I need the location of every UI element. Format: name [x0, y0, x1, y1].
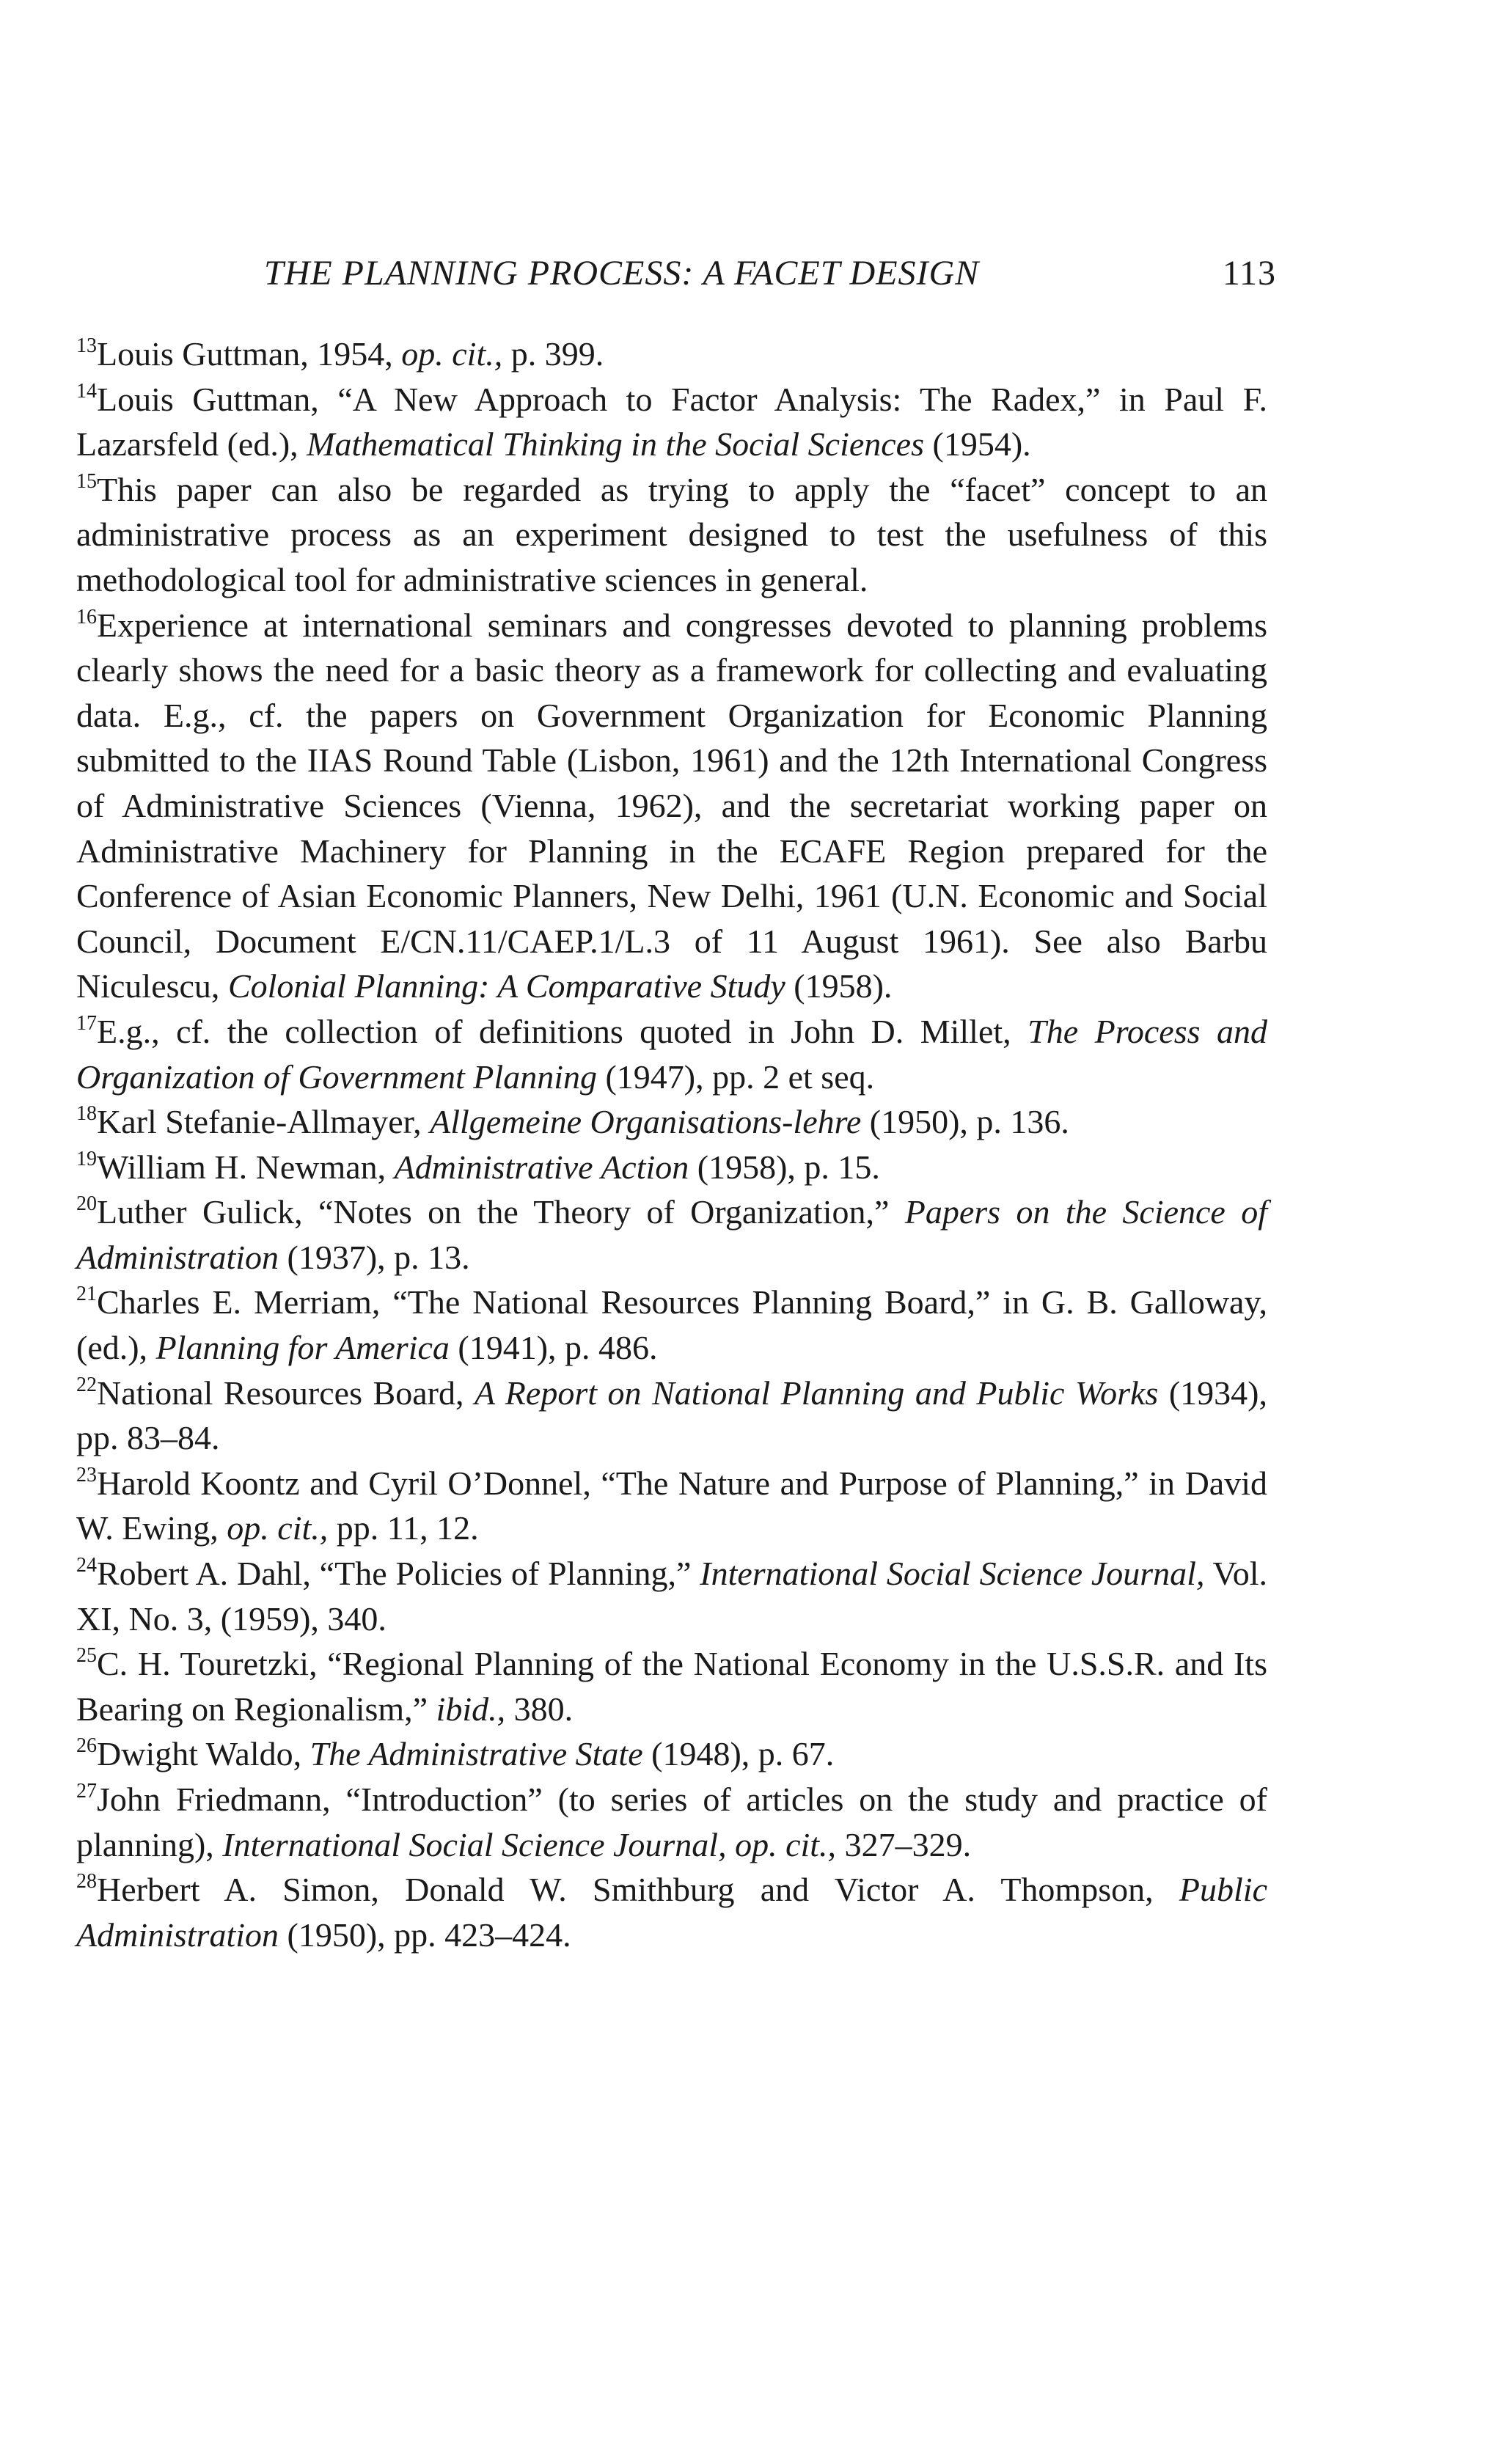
running-title: THE PLANNING PROCESS: A FACET DESIGN [264, 254, 980, 293]
footnote-number: 13 [76, 334, 97, 357]
footnote-italic-title: International Social Science Journal, [700, 1555, 1205, 1593]
footnote-text: Louis Guttman, “A New Approach to Factor Analysis: The Radex,” in Paul F. Lazarsfeld (ed.), [76, 380, 1267, 463]
footnote-italic-title: Public Administration [76, 1871, 1267, 1954]
footnote-italic-title: op. cit., [401, 335, 503, 373]
footnote-text: National Resources Board, [97, 1374, 475, 1412]
footnote-number: 22 [76, 1373, 97, 1396]
footnote-number: 25 [76, 1644, 97, 1668]
footnote-15 [76, 467, 1267, 603]
footnote-text: Dwight Waldo, [97, 1735, 310, 1773]
footnote-number: 20 [76, 1192, 97, 1216]
footnote-25 [76, 1641, 1267, 1731]
footnote-text: (1947), pp. 2 et seq. [596, 1057, 875, 1096]
footnote-text: p. 399. [502, 335, 604, 373]
footnote-text: Vol. XI, No. 3, (1959), 340. [76, 1555, 1267, 1638]
footnote-16 [76, 603, 1267, 1009]
footnote-text: (1941), p. 486. [449, 1329, 658, 1367]
footnote-text: 327–329. [836, 1825, 972, 1863]
footnote-14 [76, 377, 1267, 467]
footnote-italic-title: Administrative Action [394, 1148, 689, 1186]
footnote-text: Harold Koontz and Cyril O’Donnel, “The Nature and Purpose of Planning,” in David W. Ewing, [76, 1464, 1267, 1547]
footnote-italic-title: The Administrative State [309, 1735, 643, 1773]
footnote-number: 26 [76, 1734, 97, 1758]
footnote-27 [76, 1777, 1267, 1867]
footnote-text: Experience at international seminars and congresses devoted to planning problems clearly shows the need for a basic theory as a framework for collecting and evaluating data. E.g., cf. the papers on Government Organization for Economic Planning submitted to the IIAS Round Table (Lisbon, 1961) and the 12th International Congress of Administrative Sciences (Vienna, 1962), and the secretariat working paper on Administrative Machinery for Planning in the ECAFE Region prepared for the Conference of Asian Economic Planners, New Delhi, 1961 (U.N. Economic and Social Council, Document E/CN.11/CAEP.1/L.3 of 11 August 1961). See also Barbu Niculescu, [76, 606, 1267, 1005]
footnote-text: E.g., cf. the collection of definitions quoted in John D. Millet, [97, 1012, 1028, 1050]
footnote-italic-title: A Report on National Planning and Public Works [475, 1374, 1159, 1412]
footnote-italic-title: Papers on the Science of Administration [76, 1193, 1267, 1276]
footnote-text: (1958), p. 15. [689, 1148, 880, 1186]
footnote-text: Robert A. Dahl, “The Policies of Planning,” [97, 1555, 700, 1593]
footnote-text: This paper can also be regarded as trying to apply the “facet” concept to an administrative process as an experiment designed to test the usefulness of this methodological tool for administrative sciences in general. [76, 470, 1267, 598]
footnote-number: 27 [76, 1780, 97, 1803]
footnote-italic-title: Planning for America [155, 1329, 450, 1367]
footnote-text: pp. 11, 12. [328, 1509, 479, 1547]
footnote-text: Louis Guttman, 1954, [97, 335, 402, 373]
footnote-text: Luther Gulick, “Notes on the Theory of Organization,” [97, 1193, 905, 1231]
footnote-18 [76, 1099, 1267, 1145]
footnote-italic-title: International Social Science Journal, op. cit., [222, 1825, 837, 1863]
footnote-17 [76, 1009, 1267, 1099]
footnote-number: 23 [76, 1463, 97, 1486]
footnote-text: Herbert A. Simon, Donald W. Smithburg and Victor A. Thompson, [97, 1871, 1179, 1909]
footnote-text: Karl Stefanie-Allmayer, [97, 1103, 431, 1141]
footnote-24 [76, 1551, 1267, 1641]
footnote-number: 14 [76, 379, 97, 403]
footnote-italic-title: ibid., [436, 1690, 506, 1728]
footnote-text: (1934), pp. 83–84. [76, 1374, 1268, 1457]
footnote-italic-title: op. cit., [227, 1509, 329, 1547]
footnote-28 [76, 1867, 1267, 1957]
footnote-text: (1954). [924, 425, 1031, 463]
footnotes-list [76, 331, 1267, 1957]
footnote-number: 15 [76, 469, 97, 493]
footnote-text: 380. [505, 1690, 574, 1728]
footnote-number: 21 [76, 1283, 97, 1306]
footnote-text: John Friedmann, “Introduction” (to series of articles on the study and practice of planning), [76, 1781, 1267, 1863]
footnote-text: C. H. Touretzki, “Regional Planning of the National Economy in the U.S.S.R. and Its Bearing on Regionalism,” [76, 1645, 1267, 1728]
footnote-26 [76, 1731, 1267, 1777]
running-head [264, 248, 1276, 299]
footnote-22 [76, 1371, 1267, 1461]
footnote-text: (1950), pp. 423–424. [279, 1915, 571, 1954]
footnote-number: 28 [76, 1870, 97, 1893]
footnote-text: William H. Newman, [97, 1148, 395, 1186]
footnote-23 [76, 1461, 1267, 1551]
footnote-number: 24 [76, 1554, 97, 1577]
footnote-number: 17 [76, 1011, 97, 1035]
footnote-number: 18 [76, 1102, 97, 1126]
footnote-italic-title: Colonial Planning: A Comparative Study [227, 967, 785, 1005]
footnote-text: (1937), p. 13. [279, 1238, 470, 1276]
footnote-number: 16 [76, 605, 97, 628]
footnote-text: Charles E. Merriam, “The National Resources Planning Board,” in G. B. Galloway, (ed.), [76, 1283, 1267, 1367]
footnote-text: (1950), p. 136. [861, 1103, 1069, 1141]
footnote-text: (1948), p. 67. [642, 1735, 835, 1773]
page-number: 113 [1222, 254, 1276, 293]
footnote-number: 19 [76, 1147, 97, 1170]
footnote-italic-title: Mathematical Thinking in the Social Sciences [307, 425, 924, 463]
footnote-19 [76, 1145, 1267, 1190]
footnote-21 [76, 1280, 1267, 1370]
footnote-13 [76, 331, 1267, 377]
footnote-20 [76, 1189, 1267, 1280]
footnote-italic-title: The Process and Organization of Government Planning [76, 1012, 1267, 1096]
footnote-italic-title: Allgemeine Organisations-lehre [430, 1103, 862, 1141]
footnote-text: (1958). [785, 967, 893, 1005]
